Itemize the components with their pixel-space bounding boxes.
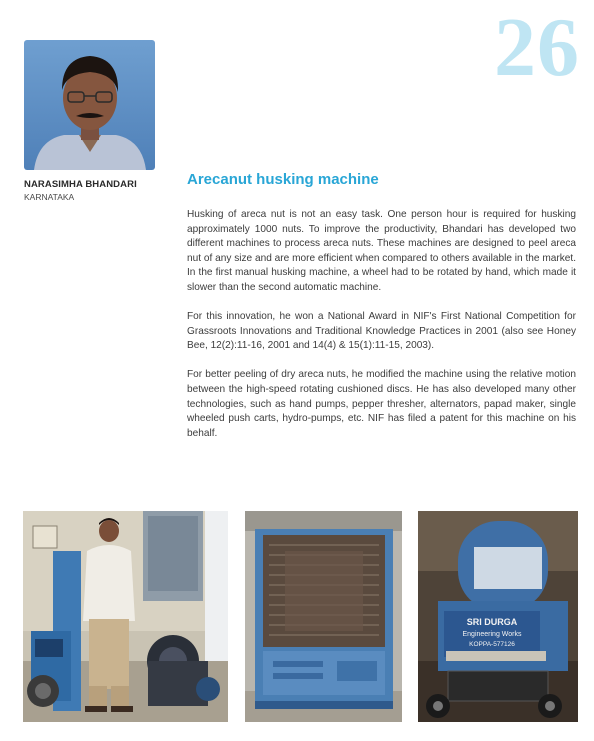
photo-innovator-with-machine: [23, 511, 228, 722]
paragraph: Husking of areca nut is not an easy task. One person hour is required for husking approximately 1000 nuts. To improve the productivity, Bhandari has developed two different machines to process areca nuts. These machines are designed to peel areca nut of any size and are more efficient when compared to others available in the market. In the first manual husking machine, a wheel had to be rotated by hand, which made it slower than the second automatic machine.: [187, 209, 576, 293]
paragraph: For better peeling of dry areca nuts, he modified the machine using the relative motion between the high-speed rotating cushioned discs. He has also developed many other technologies, such as hand pumps, pepper thresher, alternators, papad maker, single wheeled push carts, hydro-pumps, etc. NIF has filed a patent for this machine on his behalf.: [187, 369, 576, 439]
machine-nameplate-line1: SRI DURGA: [466, 617, 518, 627]
portrait-photo: [24, 40, 155, 170]
photo-wheeled-machine: [418, 511, 578, 722]
article-body: [187, 208, 576, 456]
paragraph: For this innovation, he won a National Award in NIF's First National Competition for Grassroots Innovations and Traditional Knowledge Practices in 2001 (also see Honey Bee, 12(2):11-16, 2001 and 14(4) & 15(1):11-15, 2003).: [187, 311, 576, 352]
person-name: NARASIMHA BHANDARI: [24, 179, 137, 190]
machine-nameplate-line3: KOPPA-577126: [469, 641, 515, 648]
page-number: 26: [494, 1, 580, 94]
machine-nameplate-line2: Engineering Works: [462, 631, 522, 638]
person-region: KARNATAKA: [24, 192, 75, 202]
article-title: Arecanut husking machine: [187, 171, 379, 188]
photo-machine-front: [245, 511, 402, 722]
